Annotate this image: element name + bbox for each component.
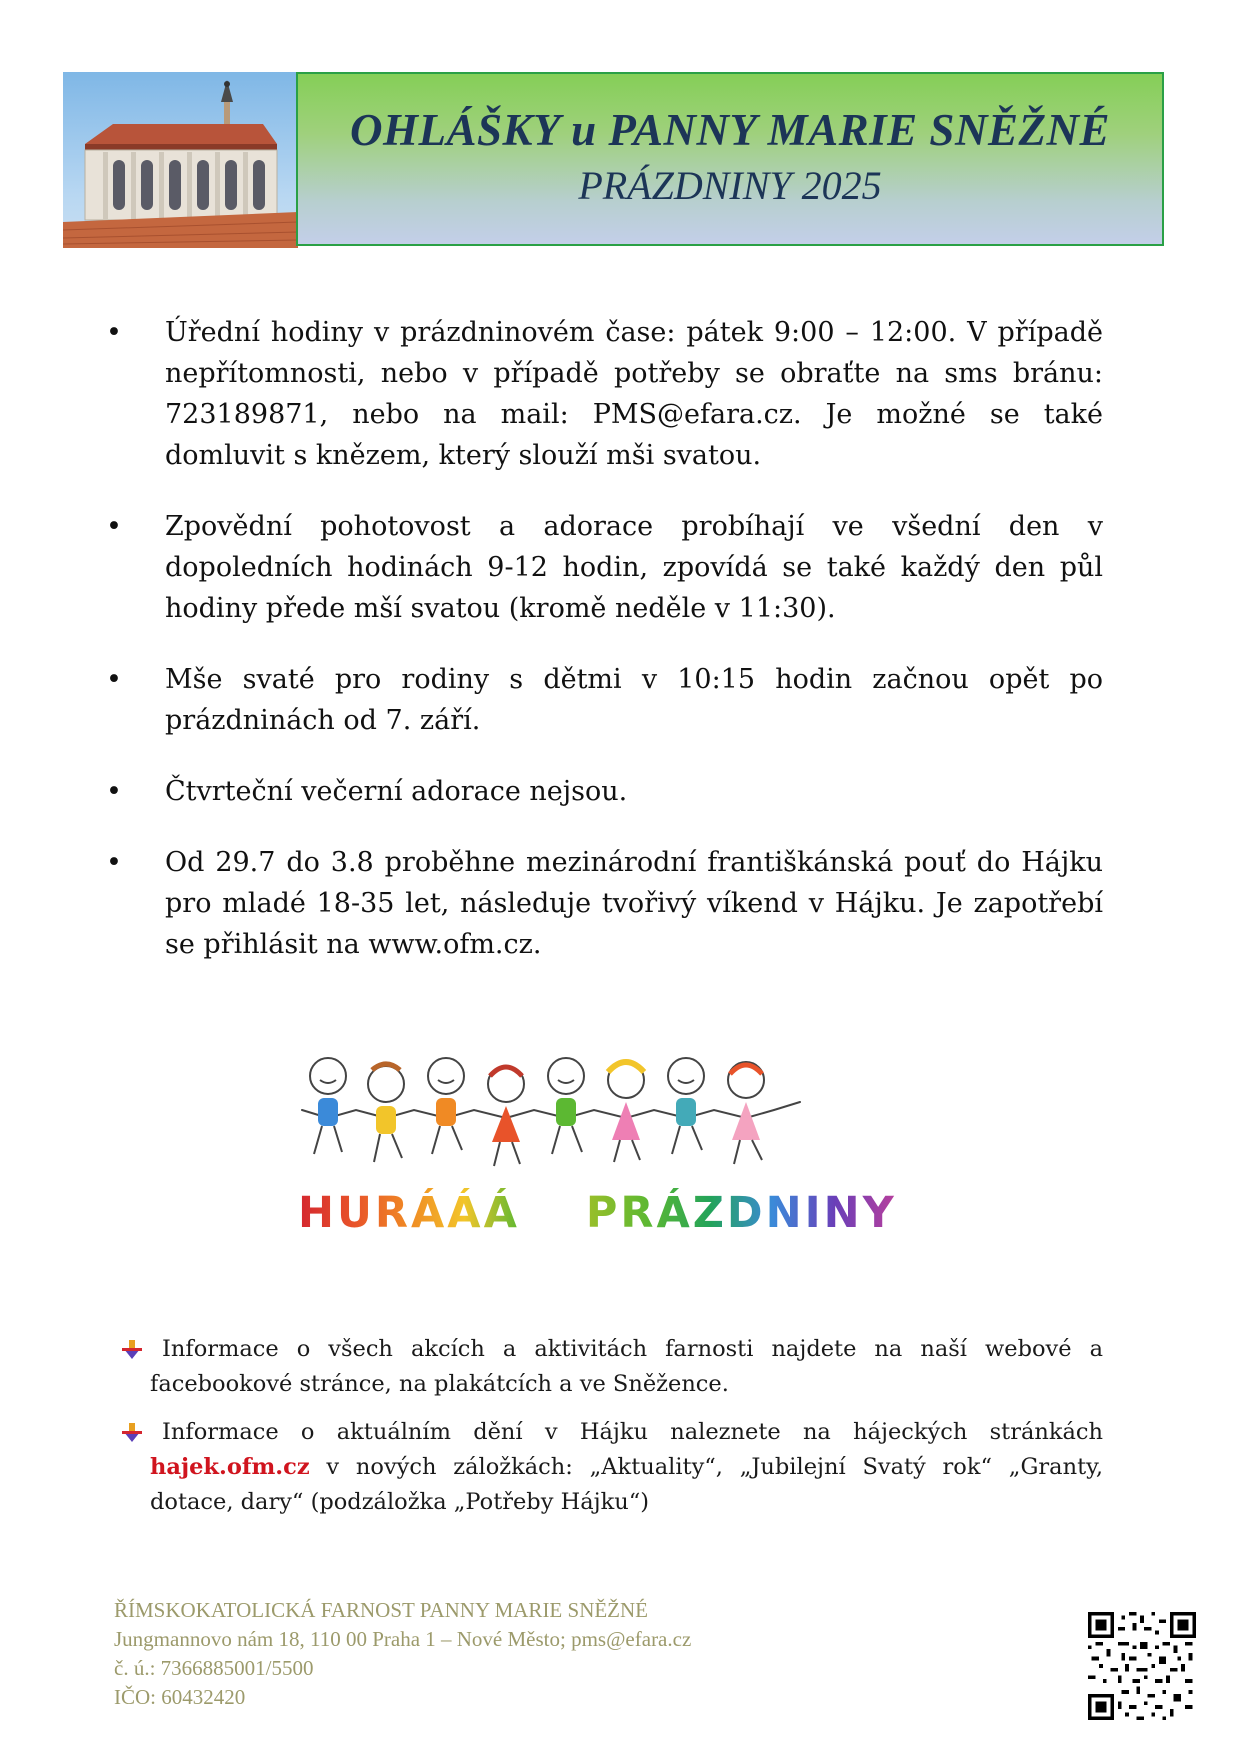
- bank-account: č. ú.: 7366885001/5500: [114, 1656, 314, 1680]
- caption-word-hurraa: HURÁÁÁ: [298, 1188, 520, 1238]
- info-list: [120, 1332, 1103, 1533]
- hajek-link[interactable]: hajek.ofm.cz: [150, 1454, 310, 1480]
- holiday-caption: [298, 1188, 897, 1238]
- company-id: IČO: 60432420: [114, 1685, 246, 1709]
- qr-code: [1088, 1612, 1196, 1720]
- title-box: [296, 72, 1164, 246]
- notice-item: [102, 312, 1103, 476]
- page-title: OHLÁŠKY u PANNY MARIE SNĚŽNÉ: [350, 105, 1110, 155]
- parish-name: ŘÍMSKOKATOLICKÁ FARNOST PANNY MARIE SNĚŽNÉ: [114, 1598, 649, 1622]
- notice-item: [102, 659, 1103, 741]
- bullet-icon: •: [106, 511, 122, 542]
- caption-word-prazdniny: PRÁZDNINY: [585, 1188, 897, 1238]
- page-subtitle: PRÁZDNINY 2025: [578, 163, 882, 208]
- notice-text: Čtvrteční večerní adorace nejsou.: [165, 776, 628, 807]
- notice-text: Úřední hodiny v prázdninovém čase: pátek 9:00 – 12:00. V případě nepřítomnosti, nebo v případě potřeby se obraťte na sms bránu: 723189871, nebo na mail: PMS@efara.cz. Je možné se také domluvit s knězem, který slouží mši svatou.: [165, 317, 1103, 471]
- info-text: v nových záložkách: „Aktuality“, „Jubilejní Svatý rok“ „Granty, dotace, dary“ (podzáložka „Potřeby Hájku“): [150, 1454, 1103, 1515]
- church-photo: [63, 72, 298, 248]
- notice-item: [102, 842, 1103, 965]
- footer: [114, 1596, 874, 1712]
- notice-text: Mše svaté pro rodiny s dětmi v 10:15 hodin začnou opět po prázdninách od 7. září.: [165, 664, 1103, 736]
- bullet-icon: •: [106, 776, 122, 807]
- notice-text: Od 29.7 do 3.8 proběhne mezinárodní františkánská pouť do Hájku pro mladé 18-35 let, následuje tvořivý víkend v Hájku. Je zapotřebí se přihlásit na www.ofm.cz.: [165, 847, 1103, 960]
- arrow-down-icon: [122, 1423, 142, 1443]
- bullet-icon: •: [106, 847, 122, 878]
- info-text: Informace o všech akcích a aktivitách farnosti najdete na naší webové a facebookové stránce, na plakátcích a ve Sněžence.: [150, 1336, 1103, 1397]
- parish-address: Jungmannovo nám 18, 110 00 Praha 1 – Nové Město; pms@efara.cz: [114, 1627, 692, 1651]
- notice-item: [102, 771, 1103, 812]
- arrow-down-icon: [122, 1340, 142, 1360]
- info-item: [120, 1332, 1103, 1402]
- info-item: [120, 1415, 1103, 1520]
- bullet-icon: •: [106, 317, 122, 348]
- notice-text: Zpovědní pohotovost a adorace probíhají ve všední den v dopoledních hodinách 9-12 hodin, zpovídá se také každý den půl hodiny přede mší svatou (kromě neděle v 11:30).: [165, 511, 1103, 624]
- notice-list: [102, 312, 1103, 995]
- info-text: Informace o aktuálním dění v Hájku naleznete na hájeckých stránkách: [162, 1419, 1103, 1445]
- bullet-icon: •: [106, 664, 122, 695]
- notice-item: [102, 506, 1103, 629]
